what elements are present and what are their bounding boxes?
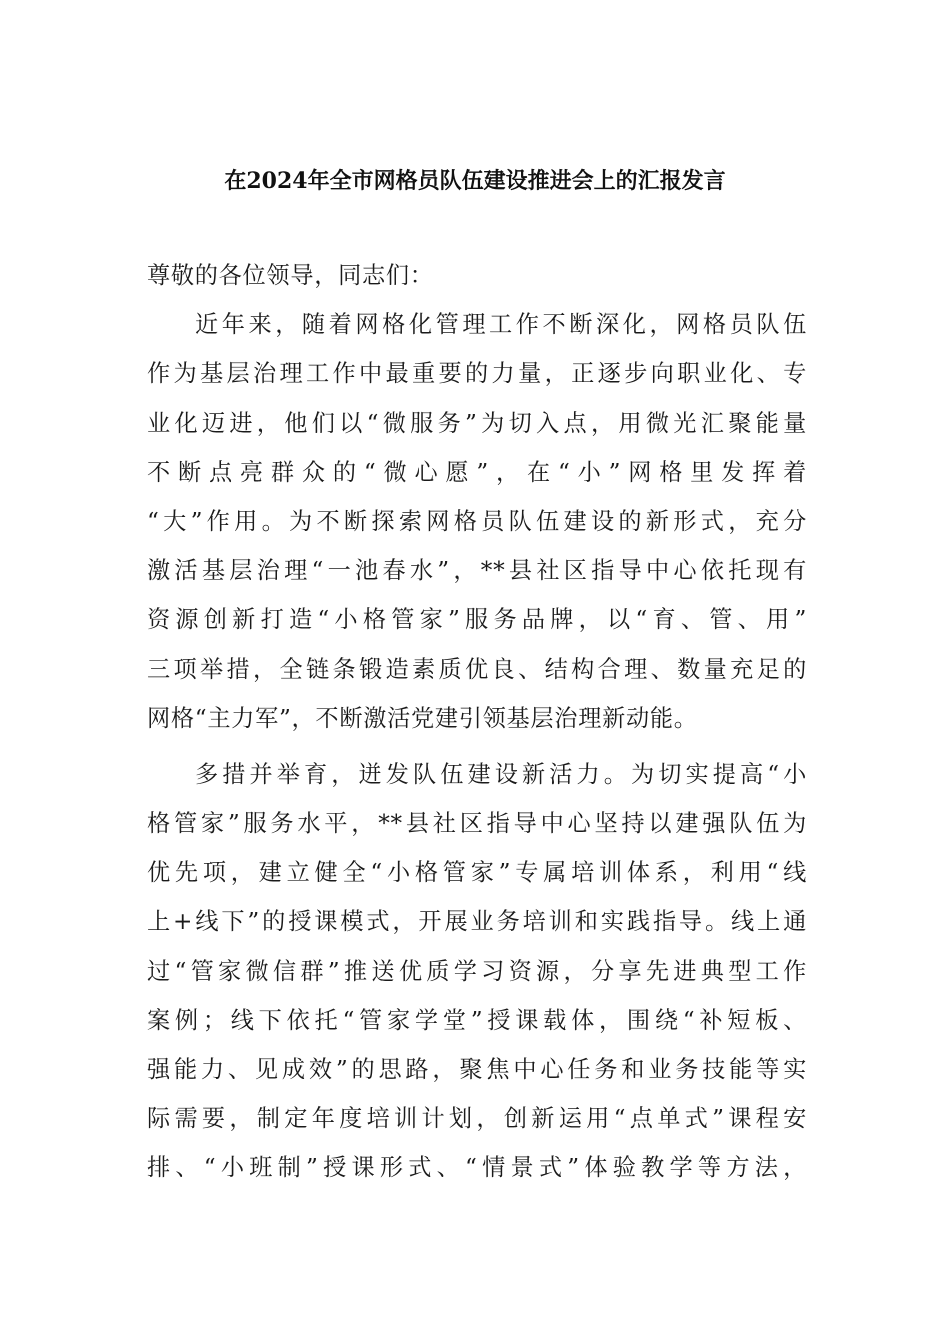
- paragraph-line: 作为基层治理工作中最重要的力量，正逐步向职业化、专: [147, 360, 807, 388]
- paragraph-line: 上+线下”的授课模式，开展业务培训和实践指导。线上通: [147, 908, 807, 936]
- paragraph-line: 资源创新打造“小格管家”服务品牌，以“育、管、用”: [147, 606, 807, 634]
- paragraph-line: 近年来，随着网格化管理工作不断深化，网格员队伍: [195, 311, 807, 339]
- paragraph-line: 过“管家微信群”推送优质学习资源，分享先进典型工作: [147, 957, 807, 985]
- document-title: 在2024年全市网格员队伍建设推进会上的汇报发言: [224, 168, 726, 194]
- paragraph-line: “大”作用。为不断探索网格员队伍建设的新形式，充分: [147, 507, 807, 535]
- paragraph-line: 格管家”服务水平，**县社区指导中心坚持以建强队伍为: [147, 810, 807, 838]
- paragraph-line: 际需要，制定年度培训计划，创新运用“点单式”课程安: [147, 1105, 807, 1133]
- paragraph-line: 强能力、见成效”的思路，聚焦中心任务和业务技能等实: [147, 1056, 807, 1083]
- document-body: [147, 251, 807, 1193]
- paragraph-spacer: [147, 743, 807, 750]
- paragraph-1: [147, 300, 807, 743]
- paragraph-line: 激活基层治理“一池春水”，**县社区指导中心依托现有: [147, 557, 807, 585]
- paragraph-line: 不断点亮群众的“微心愿”，在“小”网格里发挥着: [147, 458, 807, 486]
- paragraph-line: 网格“主力军”，不断激活党建引领基层治理新动能。: [147, 704, 698, 732]
- paragraph-line: 优先项，建立健全“小格管家”专属培训体系，利用“线: [147, 859, 807, 887]
- paragraph-line: 排、“小班制”授课形式、“情景式”体验教学等方法，: [147, 1154, 807, 1182]
- paragraph-line: 案例；线下依托“管家学堂”授课载体，围绕“补短板、: [147, 1006, 807, 1034]
- paragraph-line: 三项举措，全链条锻造素质优良、结构合理、数量充足的: [147, 655, 807, 683]
- paragraph-2: [147, 750, 807, 1193]
- paragraph-line: 业化迈进，他们以“微服务”为切入点，用微光汇聚能量: [147, 409, 807, 437]
- salutation: 尊敬的各位领导，同志们：: [147, 262, 434, 289]
- paragraph-line: 多措并举育，迸发队伍建设新活力。为切实提高“小: [195, 760, 807, 788]
